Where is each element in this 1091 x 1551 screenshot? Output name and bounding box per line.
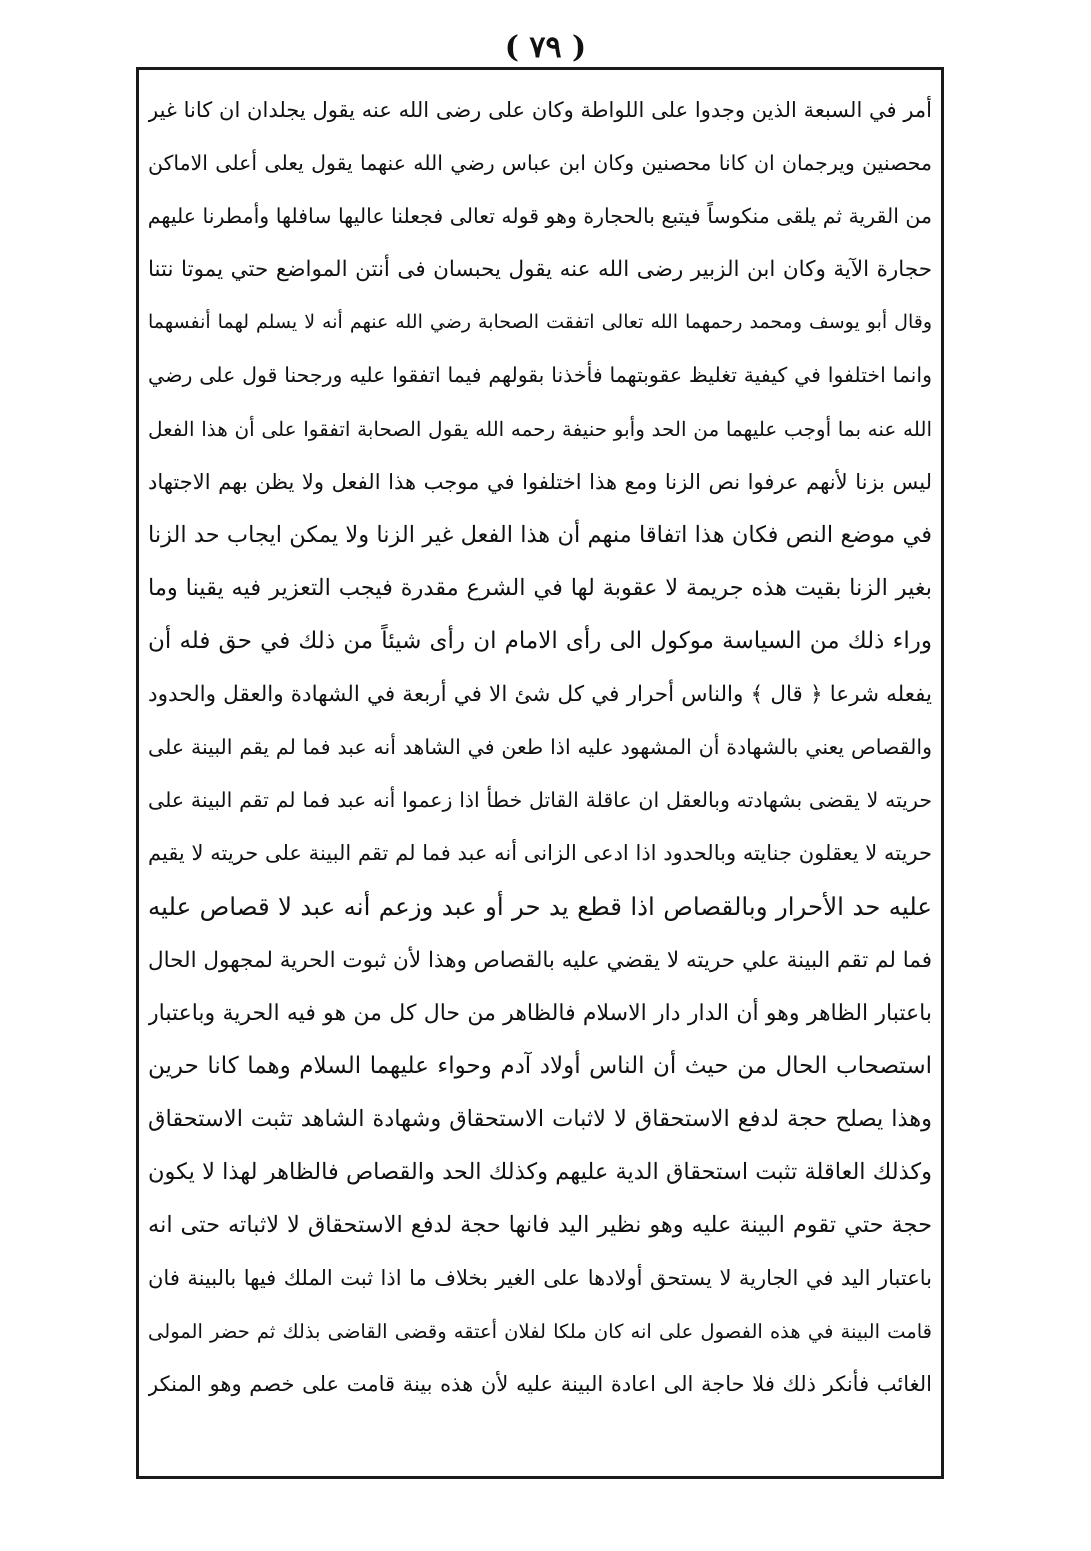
text-line: وراء ذلك من السياسة موكول الى رأى الامام ان رأى شيئاً من ذلك في حق فله أن xyxy=(148,627,932,654)
text-line: فما لم تقم البينة علي حريته لا يقضي عليه بالقصاص وهذا لأن ثبوت الحرية لمجهول الحال xyxy=(148,947,932,973)
text-line: وكذلك العاقلة تثبت استحقاق الدية عليهم وكذلك الحد والقصاص فالظاهر لهذا لا يكون xyxy=(148,1158,932,1185)
page-number: ( ٧٩ ) xyxy=(504,30,587,65)
text-body xyxy=(148,84,932,1411)
text-line: بغير الزنا بقيت هذه جريمة لا عقوبة لها في الشرع مقدرة فيجب التعزير فيه يقينا وما xyxy=(148,574,932,601)
text-line: حجارة الآية وكان ابن الزبير رضى الله عنه يقول يحبسان فى أنتن المواضع حتي يموتا نتنا xyxy=(148,257,932,283)
text-line: قامت البينة في هذه الفصول على انه كان ملكا لفلان أعتقه وقضى القاضى بذلك ثم حضر المولى xyxy=(148,1320,932,1344)
text-line: حريته لا يقضى بشهادته وبالعقل ان عاقلة القاتل خطأ اذا زعموا أنه عبد فما لم تقم البينة على xyxy=(148,788,932,813)
text-line: محصنين ويرجمان ان كانا محصنين وكان ابن عباس رضي الله عنهما يقول يعلى أعلى الاماكن xyxy=(148,151,932,176)
text-line: حريته لا يعقلون جنايته وبالحدود اذا ادعى الزانى أنه عبد فما لم تقم البينة على حريته لا يقيم xyxy=(148,841,932,866)
text-line: استصحاب الحال من حيث أن الناس أولاد آدم وحواء عليهما السلام وهما كانا حرين xyxy=(148,1052,932,1079)
text-line: وقال أبو يوسف ومحمد رحمهما الله تعالى اتفقت الصحابة رضي الله عنهم أنه لا يسلم لهما أنفسهما xyxy=(148,311,932,334)
text-line: وهذا يصلح حجة لدفع الاستحقاق لا لاثبات الاستحقاق وشهادة الشاهد تثبت الاستحقاق xyxy=(148,1105,932,1132)
text-line: ليس بزنا لأنهم عرفوا نص الزنا ومع هذا اختلفوا في موجب هذا الفعل ولا يظن بهم الاجتهاد xyxy=(148,469,932,494)
text-line: باعتبار الظاهر وهو أن الدار دار الاسلام فالظاهر من حال كل من هو فيه الحرية وباعتبار xyxy=(148,1000,932,1026)
text-line: باعتبار اليد في الجارية لا يستحق أولادها على الغير بخلاف ما اذا ثبت الملك فيها بالبينة فان xyxy=(148,1266,932,1291)
text-line: عليه حد الأحرار وبالقصاص اذا قطع يد حر أو عبد وزعم أنه عبد لا قصاص عليه xyxy=(148,892,932,922)
text-line: حجة حتي تقوم البينة عليه وهو نظير اليد فانها حجة لدفع الاستحقاق لا لاثباته حتى انه xyxy=(148,1211,932,1238)
text-line: أمر في السبعة الذين وجدوا على اللواطة وكان على رضى الله عنه يقول يجلدان ان كانا غير xyxy=(148,98,932,122)
text-line: الغائب فأنكر ذلك فلا حاجة الى اعادة البينة عليه لأن هذه بينة قامت على خصم وهو المنكر xyxy=(148,1372,932,1397)
text-line: في موضع النص فكان هذا اتفاقا منهم أن هذا الفعل غير الزنا ولا يمكن ايجاب حد الزنا xyxy=(148,521,932,548)
text-line: والقصاص يعني بالشهادة أن المشهود عليه اذا طعن في الشاهد أنه عبد فما لم يقم البينة على xyxy=(148,735,932,760)
text-line: الله عنه بما أوجب عليهما من الحد وأبو حنيفة رحمه الله يقول الصحابة اتفقوا على أن هذا الفعل xyxy=(148,416,932,441)
text-line: يفعله شرعا ﴿ قال ﴾ والناس أحرار في كل شئ الا في أربعة في الشهادة والعقل والحدود xyxy=(148,682,932,708)
text-line: من القرية ثم يلقى منكوساً فيتبع بالحجارة وهو قوله تعالى فجعلنا عاليها سافلها وأمطرنا عليهم xyxy=(148,204,932,229)
text-line: وانما اختلفوا في كيفية تغليظ عقوبتهما فأخذنا بقولهم فيما اتفقوا عليه ورجحنا قول على رضي xyxy=(148,363,932,388)
